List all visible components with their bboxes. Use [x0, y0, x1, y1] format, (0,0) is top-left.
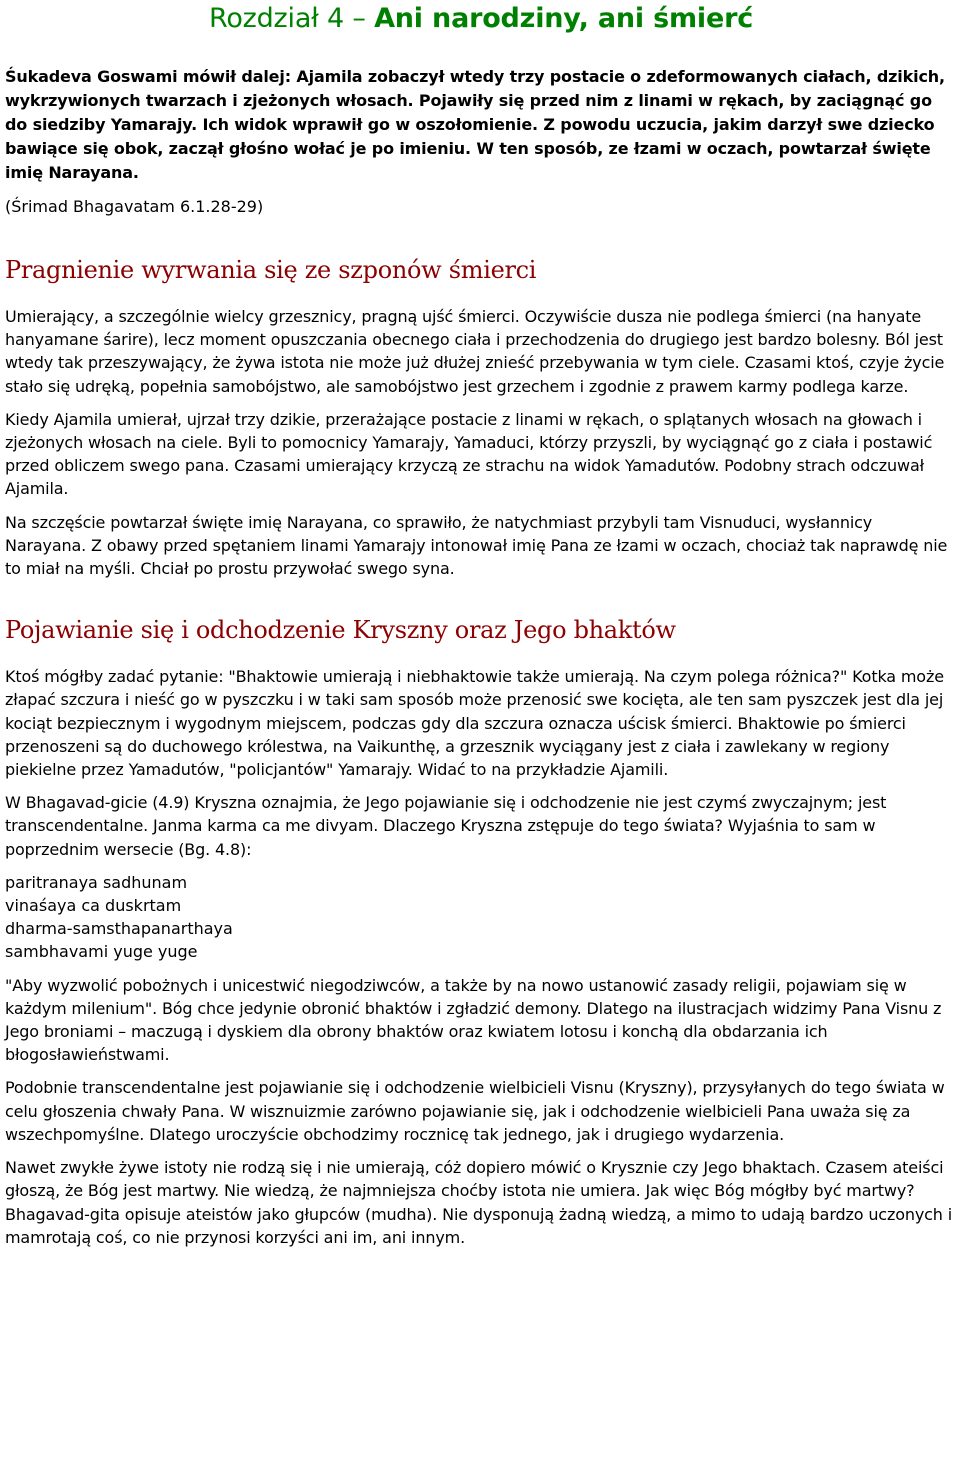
document-page	[5, 0, 957, 1249]
section-2-paragraph-1: Ktoś mógłby zadać pytanie: "Bhaktowie umierają i niebhaktowie także umierają. Na czym polega różnica?" Kotka może złapać szczura i nieść go w pyszczku i w taki sam sposób może przenosić swe kocięta, ale ten sam pyszczek jest dla jej kociąt bezpiecznym i wygodnym miejscem, podczas gdy dla szczura oznacza uścisk śmierci. Bhaktowie po śmierci przenoszeni są do duchowego królestwa, na Vaikunthę, a grzesznik wyciągany jest z ciała i zawlekany w regiony piekielne przez Yamadutów, "policjantów" Yamarajy. Widać to na przykładzie Ajamili.	[5, 667, 944, 780]
section-1-paragraph-2: Kiedy Ajamila umierał, ujrzał trzy dzikie, przerażające postacie z linami w rękach, o splątanych włosach na głowach i zjeżonych włosach na ciele. Byli to pomocnicy Yamarajy, Yamaduci, którzy przyszli, by wyciągnąć go z ciała i postawić przed obliczem swego pana. Czasami umierający krzyczą ze strachu na widok Yamadutów. Podobny strach odczuwał Ajamila.	[5, 409, 933, 499]
sanskrit-verse	[5, 871, 957, 964]
section-2-paragraph-4: Podobnie transcendentalne jest pojawianie się i odchodzenie wielbicieli Visnu (Kryszny), przysyłanych do tego świata w celu głoszenia chwały Pana. W wisznuizmie zarówno pojawianie się, jak i odchodzenie wielbicieli Pana uważa się za wszechpomyślne. Dlatego uroczyście obchodzimy rocznicę tak jednego, jak i drugiego wydarzenia.	[5, 1078, 945, 1144]
verse-line: paritranaya sadhunam	[5, 872, 188, 892]
section-2-paragraph-5: Nawet zwykłe żywe istoty nie rodzą się i nie umierają, cóż dopiero mówić o Krysznie czy Jego bhaktach. Czasem ateiści głoszą, że Bóg jest martwy. Nie wiedzą, że najmniejsza choćby istota nie umiera. Jak więc Bóg mógłby być martwy? Bhagavad-gita opisuje ateistów jako głupców (mudha). Nie dysponują żadną wiedzą, a mimo to udają bardzo uczonych i mamrotają coś, co nie przynosi korzyści ani im, ani innym.	[5, 1158, 953, 1247]
section-heading-1: Pragnienie wyrwania się ze szponów śmierci	[5, 256, 537, 284]
section-heading-2: Pojawianie się i odchodzenie Kryszny oraz Jego bhaktów	[5, 616, 676, 645]
verse-line: dharma-samsthapanarthaya	[5, 919, 233, 939]
verse-line: sambhavami yuge yuge	[5, 942, 198, 962]
intro-citation: (Śrimad Bhagavatam 6.1.28-29)	[5, 197, 264, 216]
intro-verse-translation: Śukadeva Goswami mówił dalej: Ajamila zobaczył wtedy trzy postacie o zdeformowanych ciałach, dzikich, wykrzywionych twarzach i zjeżonych włosach. Pojawiły się przed nim z linami w rękach, by zaciągnąć go do siedziby Yamarajy. Ich widok wprawił go w oszołomienie. Z powodu uczucia, jakim darzył swe dziecko bawiące się obok, zaczął głośno wołać je po imieniu. W ten sposób, ze łzami w oczach, powtarzał święte imię Narayana.	[5, 67, 945, 182]
section-1-paragraph-3: Na szczęście powtarzał święte imię Narayana, co sprawiło, że natychmiast przybyli tam Visnuduci, wysłannicy Narayana. Z obawy przed spętaniem linami Yamarajy intonował imię Pana ze łzami w oczach, chociaż tak naprawdę nie to miał na myśli. Chciał po prostu przywołać swego syna.	[5, 512, 948, 579]
chapter-title	[5, 0, 957, 37]
verse-line: vinaśaya ca duskrtam	[5, 896, 182, 916]
section-1-paragraph-1: Umierający, a szczególnie wielcy grzesznicy, pragną ujść śmierci. Oczywiście dusza nie podlega śmierci (na hanyate hanyamane śarire), lecz moment opuszczania obecnego ciała i przechodzenia do drugiego jest bardzo bolesny. Ból jest wtedy tak przeszywający, że żywa istota nie może już dłużej znieść przebywania w tym ciele. Czasami ktoś, czyje życie stało się udręką, popełnia samobójstwo, ale samobójstwo jest grzechem i zgodnie z prawem karmy podlega karze.	[5, 307, 945, 396]
chapter-title-prefix: Rozdział 4 –	[208, 3, 375, 34]
chapter-title-main: Ani narodziny, ani śmierć	[374, 3, 754, 34]
section-2-paragraph-2: W Bhagavad-gicie (4.9) Kryszna oznajmia, że Jego pojawianie się i odchodzenie nie jest czymś zwyczajnym; jest transcendentalne. Janma karma ca me divyam. Dlaczego Kryszna zstępuje do tego świata? Wyjaśnia to sam w poprzednim wersecie (Bg. 4.8):	[5, 793, 887, 859]
section-2-paragraph-3: "Aby wyzwolić pobożnych i unicestwić niegodziwców, a także by na nowo ustanowić zasady religii, pojawiam się w każdym milenium". Bóg chce jedynie obronić bhaktów i zgładzić demony. Dlatego na ilustracjach widzimy Pana Visnu z Jego broniami – maczugą i dyskiem dla obrony bhaktów oraz kwiatem lotosu i konchą dla obdarzania ich błogosławieństwami.	[5, 975, 942, 1065]
